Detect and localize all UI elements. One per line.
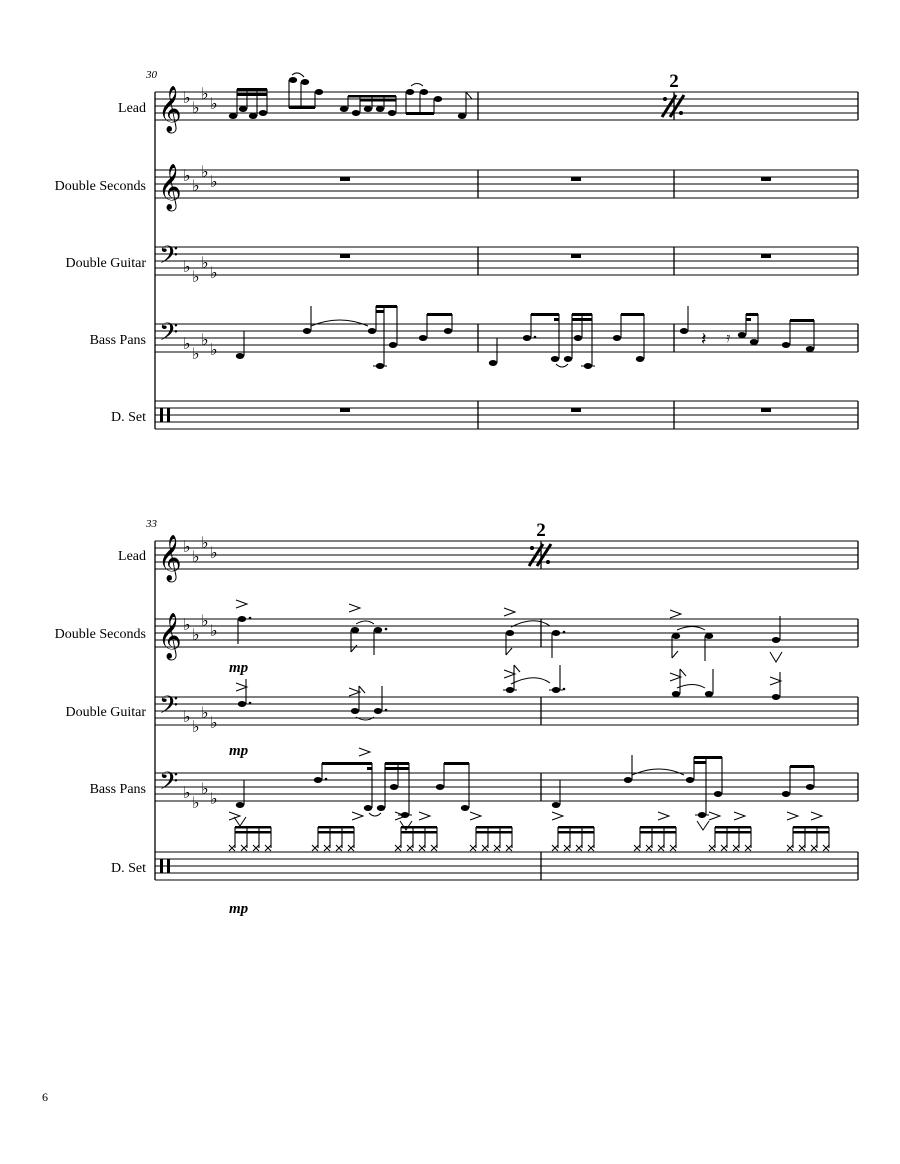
- lead-measure-repeat: [662, 71, 684, 117]
- flat-icon: ♭: [183, 166, 191, 185]
- flat-icon: ♭: [192, 547, 200, 566]
- note-beam: [235, 826, 271, 829]
- x-notehead: [348, 845, 354, 851]
- dynamic-marking: mp: [229, 901, 249, 917]
- repeat-count: 2: [536, 520, 546, 541]
- accent-icon: [734, 812, 745, 820]
- treble-clef-icon: 𝄞: [158, 535, 182, 581]
- x-notehead: [336, 845, 342, 851]
- accent-icon: [229, 812, 240, 820]
- note-beam: [476, 826, 512, 829]
- accent-icon: [419, 812, 430, 820]
- staff-label-d-set: D. Set: [111, 410, 146, 425]
- flat-icon: ♭: [201, 779, 209, 798]
- flat-icon: ♭: [210, 713, 218, 732]
- key-signature-double-guitar: [183, 703, 218, 736]
- x-notehead: [787, 845, 793, 851]
- flat-icon: ♭: [183, 257, 191, 276]
- flat-icon: ♭: [201, 253, 209, 272]
- staff-label-double-guitar: Double Guitar: [65, 705, 146, 720]
- flat-icon: ♭: [183, 88, 191, 107]
- bass-clef-icon: 𝄢: [159, 318, 179, 353]
- x-notehead: [395, 845, 401, 851]
- x-notehead: [482, 845, 488, 851]
- whole-rest-icon: [761, 408, 771, 412]
- note-beam: [793, 831, 829, 834]
- note-beam: [715, 826, 751, 829]
- x-notehead: [241, 845, 247, 851]
- flat-icon: ♭: [201, 162, 209, 181]
- accent-icon: [670, 610, 681, 618]
- x-notehead: [634, 845, 640, 851]
- flat-icon: ♭: [201, 84, 209, 103]
- key-signature-lead: [183, 84, 218, 117]
- x-notehead: [419, 845, 425, 851]
- flat-icon: ♭: [210, 94, 218, 113]
- flat-icon: ♭: [192, 793, 200, 812]
- accent-icon: [236, 683, 247, 691]
- lead-measure-30-notes: [229, 73, 472, 119]
- flat-icon: ♭: [192, 176, 200, 195]
- accent-icon: [352, 812, 363, 820]
- whole-rest-icon: [761, 254, 771, 258]
- note-beam: [558, 831, 594, 834]
- flat-icon: ♭: [192, 267, 200, 286]
- flat-icon: ♭: [210, 789, 218, 808]
- flat-icon: ♭: [210, 172, 218, 191]
- bass-clef-icon: 𝄢: [159, 241, 179, 276]
- note-beam: [558, 826, 594, 829]
- x-notehead: [576, 845, 582, 851]
- staff-lines-d-set: [155, 401, 858, 429]
- accent-icon: [504, 670, 515, 678]
- lead-measure-repeat: [529, 520, 551, 566]
- accent-icon: [709, 812, 720, 820]
- flat-icon: ♭: [183, 707, 191, 726]
- x-notehead: [552, 845, 558, 851]
- x-notehead: [564, 845, 570, 851]
- whole-rest-icon: [761, 177, 771, 181]
- x-notehead: [646, 845, 652, 851]
- accent-icon: [770, 652, 782, 662]
- key-signature-double-seconds: [183, 611, 218, 644]
- note-beam: [235, 831, 271, 834]
- staff-label-double-seconds: Double Seconds: [54, 627, 146, 642]
- quarter-rest-icon: 𝄽: [701, 329, 707, 350]
- staff-lines-bass-pans: [155, 773, 858, 801]
- whole-rest-icon: [571, 408, 581, 412]
- x-notehead: [745, 845, 751, 851]
- staff-lines-double-guitar: [155, 697, 858, 725]
- flat-icon: ♭: [192, 98, 200, 117]
- drum-set-notes: [229, 812, 829, 851]
- note-beam: [476, 831, 512, 834]
- flat-icon: ♭: [192, 625, 200, 644]
- repeat-count: 2: [669, 71, 679, 92]
- key-signature-double-guitar: [183, 253, 218, 286]
- staff-label-lead: Lead: [118, 101, 146, 116]
- x-notehead: [799, 845, 805, 851]
- note-beam: [318, 831, 354, 834]
- double-seconds-notes: [236, 600, 782, 662]
- whole-rest-icon: [571, 254, 581, 258]
- staff-label-d-set: D. Set: [111, 861, 146, 876]
- staff-lines-lead: [155, 92, 858, 120]
- flat-icon: ♭: [210, 263, 218, 282]
- flat-icon: ♭: [183, 334, 191, 353]
- x-notehead: [506, 845, 512, 851]
- x-notehead: [494, 845, 500, 851]
- flat-icon: ♭: [183, 537, 191, 556]
- sixteenth-rest-icon: 𝄿: [726, 330, 731, 346]
- whole-rest-icon: [340, 254, 350, 258]
- page-number: 6: [42, 1090, 48, 1104]
- flat-icon: ♭: [192, 717, 200, 736]
- accent-icon: [552, 812, 563, 820]
- staff-lines-lead: [155, 541, 858, 569]
- x-notehead: [811, 845, 817, 851]
- whole-rests: [340, 177, 771, 412]
- whole-rest-icon: [340, 177, 350, 181]
- flat-icon: ♭: [201, 533, 209, 552]
- accent-icon: [697, 821, 709, 830]
- accent-icon: [670, 673, 681, 681]
- note-beam: [715, 831, 751, 834]
- staff-lines-double-guitar: [155, 247, 858, 275]
- staff-label-lead: Lead: [118, 549, 146, 564]
- accent-icon: [349, 604, 360, 612]
- bass-pans-system-1-notes: [236, 305, 814, 369]
- x-notehead: [407, 845, 413, 851]
- note-beam: [793, 826, 829, 829]
- accent-icon: [787, 812, 798, 820]
- x-notehead: [431, 845, 437, 851]
- flat-icon: ♭: [183, 615, 191, 634]
- note-beam: [640, 831, 676, 834]
- x-notehead: [312, 845, 318, 851]
- accent-icon: [234, 817, 246, 826]
- x-notehead: [733, 845, 739, 851]
- x-notehead: [823, 845, 829, 851]
- note-beam: [401, 826, 437, 829]
- accent-icon: [359, 748, 370, 756]
- staff-lines-bass-pans: [155, 324, 858, 352]
- measure-number: 33: [146, 518, 157, 530]
- key-signature-double-seconds: [183, 162, 218, 195]
- flat-icon: ♭: [201, 611, 209, 630]
- accent-icon: [504, 608, 515, 616]
- bass-clef-icon: 𝄢: [159, 767, 179, 802]
- accent-icon: [770, 677, 781, 685]
- flat-icon: ♭: [201, 703, 209, 722]
- x-notehead: [709, 845, 715, 851]
- x-notehead: [670, 845, 676, 851]
- x-notehead: [265, 845, 271, 851]
- flat-icon: ♭: [210, 543, 218, 562]
- x-notehead: [588, 845, 594, 851]
- dynamic-marking: mp: [229, 743, 249, 759]
- flat-icon: ♭: [210, 340, 218, 359]
- accent-icon: [470, 812, 481, 820]
- staff-lines-d-set: [155, 852, 858, 880]
- key-signature-bass-pans: [183, 330, 218, 363]
- accent-icon: [400, 821, 412, 830]
- x-notehead: [229, 845, 235, 851]
- measure-number: 30: [146, 69, 157, 81]
- staff-label-bass-pans: Bass Pans: [89, 333, 146, 348]
- x-notehead: [253, 845, 259, 851]
- staff-label-double-seconds: Double Seconds: [54, 179, 146, 194]
- flat-icon: ♭: [192, 344, 200, 363]
- x-notehead: [324, 845, 330, 851]
- whole-rest-icon: [340, 408, 350, 412]
- bass-clef-icon: 𝄢: [159, 691, 179, 726]
- accent-icon: [349, 688, 360, 696]
- x-notehead: [658, 845, 664, 851]
- accent-icon: [811, 812, 822, 820]
- key-signature-lead: [183, 533, 218, 566]
- note-beam: [640, 826, 676, 829]
- treble-clef-icon: 𝄞: [158, 164, 182, 210]
- staff-label-double-guitar: Double Guitar: [65, 256, 146, 271]
- accent-icon: [236, 600, 247, 608]
- flat-icon: ♭: [183, 783, 191, 802]
- staff-lines-double-seconds: [155, 170, 858, 198]
- x-notehead: [721, 845, 727, 851]
- x-notehead: [470, 845, 476, 851]
- note-beam: [318, 826, 354, 829]
- treble-clef-icon: 𝄞: [158, 86, 182, 132]
- staff-label-bass-pans: Bass Pans: [89, 782, 146, 797]
- system-2: [55, 518, 858, 917]
- double-guitar-notes: [236, 665, 781, 720]
- treble-clef-icon: 𝄞: [158, 613, 182, 659]
- flat-icon: ♭: [210, 621, 218, 640]
- system-1: [55, 69, 858, 429]
- key-signature-bass-pans: [183, 779, 218, 812]
- flat-icon: ♭: [201, 330, 209, 349]
- whole-rest-icon: [571, 177, 581, 181]
- bass-pans-system-2-notes: [234, 748, 814, 830]
- accent-icon: [658, 812, 669, 820]
- note-beam: [401, 831, 437, 834]
- dynamic-marking: mp: [229, 660, 249, 676]
